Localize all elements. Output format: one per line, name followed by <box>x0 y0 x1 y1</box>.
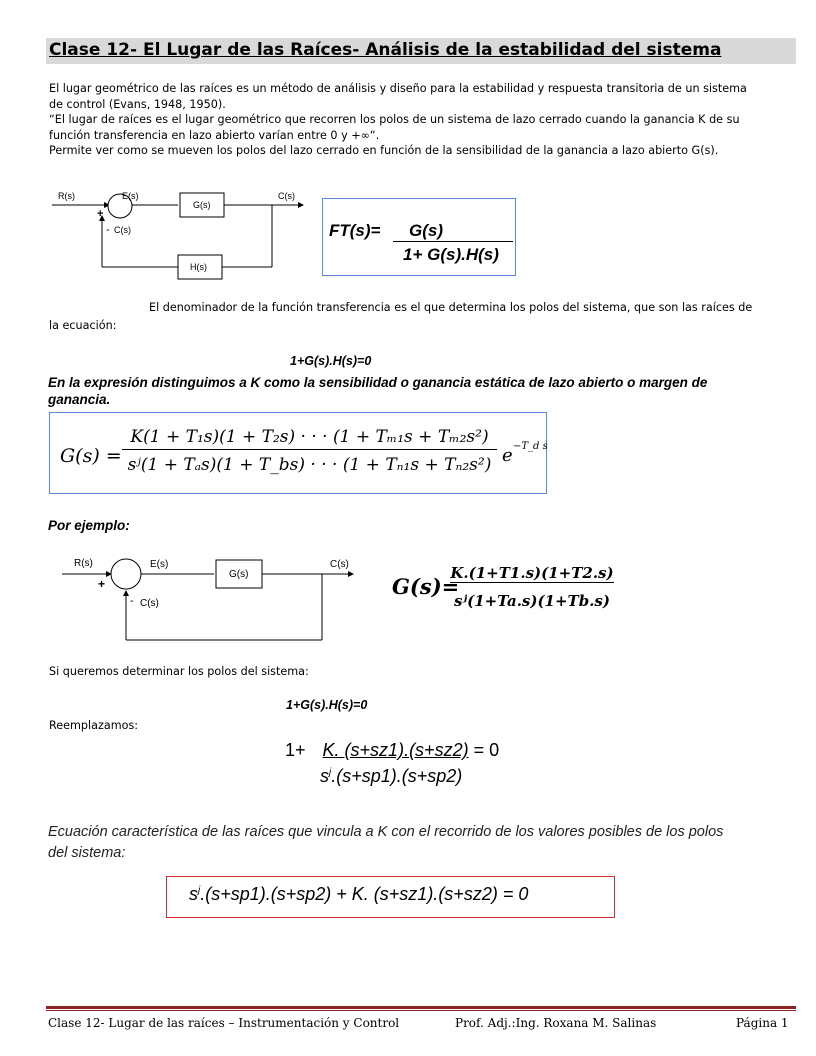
transfer-function-box <box>322 198 516 276</box>
replaced-den-s: s <box>320 766 329 786</box>
gs-example <box>392 562 622 618</box>
gs-general-exp: e <box>502 445 513 466</box>
final-eq-j: j <box>198 885 201 896</box>
replaced-suffix: = 0 <box>473 740 500 760</box>
final-eq-rest: .(s+sp1).(s+sp2) + K. (s+sz1).(s+sz2) = 0 <box>200 884 529 904</box>
gs-general-denominator: sʲ(1 + Tₐs)(1 + T_bs) · · · (1 + Tₙ₁s + Tₙ₂s²) <box>127 455 492 475</box>
denominator-text-line1: El denominador de la función transferencia es el que determina los polos del sistema, que son las raíces de <box>149 301 753 314</box>
gs-general-exp-sup: −T_d s <box>513 441 548 452</box>
intro-line: de control (Evans, 1948, 1950). <box>49 97 226 111</box>
replaced-prefix: 1+ <box>285 740 306 760</box>
intro-line: función transferencia en lazo abierto varían entre 0 y +∞“. <box>49 128 380 142</box>
gs-general-numerator: K(1 + T₁s)(1 + T₂s) · · · (1 + Tₘ₁s + Tₘ₂s²) <box>122 427 497 450</box>
footer-center: Prof. Adj.:Ing. Roxana M. Salinas <box>455 1016 657 1030</box>
char-eq-desc-line: del sistema: <box>48 845 126 861</box>
characteristic-equation: 1+G(s).H(s)=0 <box>290 354 372 368</box>
block-diagram-feedback <box>50 185 310 285</box>
poles-text: Si queremos determinar los polos del sistema: <box>49 665 309 678</box>
diagram2-label-fb: C(s) <box>140 598 159 609</box>
diagram2-label-r: R(s) <box>74 558 93 569</box>
gs-example-numerator: K.(1+T1.s)(1+T2.s) <box>450 564 614 582</box>
replaced-equation <box>285 740 499 761</box>
intro-line: El lugar geométrico de las raíces es un método de análisis y diseño para la estabilidad y respuesta transitoria de un sistema <box>49 82 747 95</box>
final-equation-box <box>166 876 615 918</box>
general-gs-box <box>49 412 547 494</box>
diagram2-label-c: C(s) <box>330 559 349 570</box>
diagram-minus: - <box>106 224 110 236</box>
replaced-denominator <box>320 766 462 787</box>
char-eq-description <box>48 822 723 864</box>
char-eq-desc-line: Ecuación característica de las raíces que vincula a K con el recorrido de los valores posibles de los polos <box>48 824 724 840</box>
intro-line: Permite ver como se mueven los polos del lazo cerrado en función de la sensibilidad de la ganancia a lazo abierto G(s). <box>49 144 719 157</box>
characteristic-equation-2: 1+G(s).H(s)=0 <box>286 698 368 712</box>
diagram2-label-g: G(s) <box>229 569 249 580</box>
replaced-den-j: j <box>329 767 332 778</box>
footer-rule-thin <box>46 1010 796 1011</box>
denominator-text-line2: la ecuación: <box>49 319 117 332</box>
expression-line: ganancia. <box>48 392 111 407</box>
footer-left: Clase 12- Lugar de las raíces – Instrumentación y Control <box>48 1016 400 1030</box>
ft-numerator: G(s) <box>393 221 513 242</box>
replace-text: Reemplazamos: <box>49 719 139 732</box>
block-diagram-example <box>60 552 360 647</box>
diagram2-label-e: E(s) <box>150 559 169 570</box>
intro-paragraph <box>49 81 747 159</box>
diagram-label-fb: C(s) <box>114 225 131 235</box>
ft-denominator: 1+ G(s).H(s) <box>403 245 499 264</box>
final-eq-s: s <box>189 884 198 904</box>
diagram-label-c: C(s) <box>278 191 295 201</box>
diagram-label-h: H(s) <box>190 262 207 272</box>
footer-page-number: Página 1 <box>736 1016 789 1030</box>
gs-example-lhs: G(s)= <box>392 574 460 599</box>
diagram-label-g: G(s) <box>193 200 211 210</box>
diagram2-minus: - <box>130 595 134 607</box>
example-label: Por ejemplo: <box>48 518 130 533</box>
diagram-label-r: R(s) <box>58 191 75 201</box>
replaced-den-rest: .(s+sp1).(s+sp2) <box>331 766 463 786</box>
final-equation <box>189 884 528 905</box>
replaced-numerator: K. (s+sz1).(s+sz2) <box>322 740 469 760</box>
gs-example-denominator: sʲ(1+Ta.s)(1+Tb.s) <box>454 592 610 610</box>
intro-line: “El lugar de raíces es el lugar geométrico que recorren los polos de un sistema de lazo cerrado cuando la ganancia K de su <box>49 113 740 126</box>
diagram2-plus: + <box>98 577 106 591</box>
expression-text <box>48 374 707 408</box>
expression-line: En la expresión distinguimos a K como la sensibilidad o ganancia estática de lazo abierto o margen de <box>48 375 708 390</box>
footer-rule <box>46 1006 796 1009</box>
diagram-label-e: E(s) <box>122 191 139 201</box>
ft-lhs: FT(s)= <box>329 221 381 240</box>
gs-general-lhs: G(s) = <box>60 445 122 467</box>
page-title: Clase 12- El Lugar de las Raíces- Análisis de la estabilidad del sistema <box>49 40 722 60</box>
diagram-plus: + <box>97 208 104 220</box>
